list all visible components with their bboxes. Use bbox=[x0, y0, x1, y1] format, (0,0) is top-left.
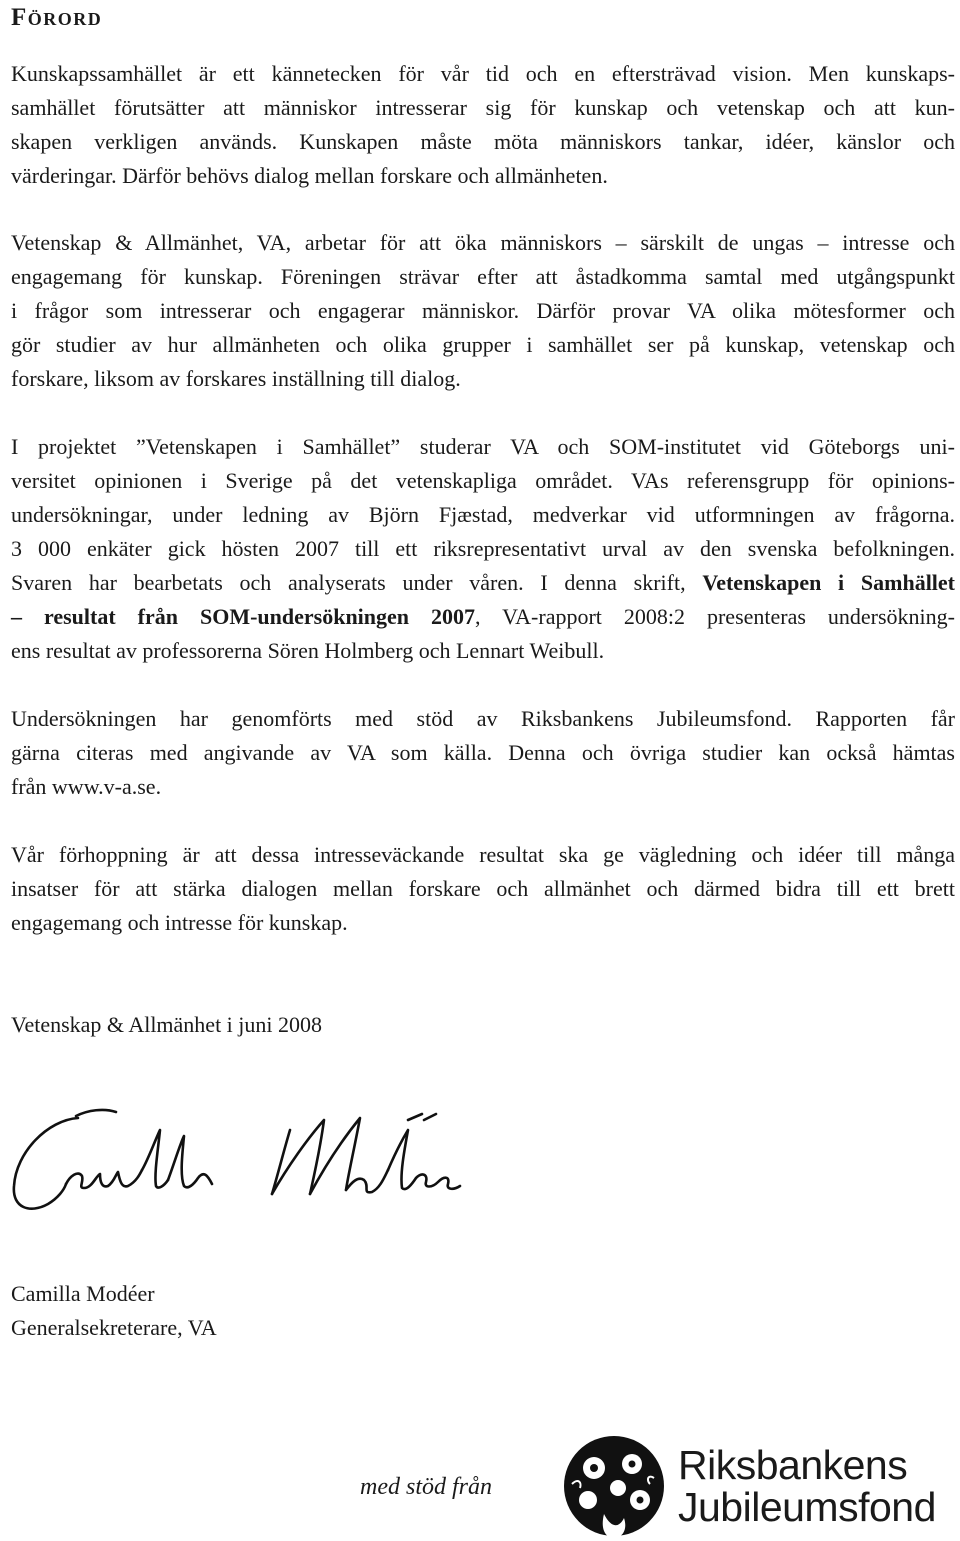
text-line: skapen verkligen används. Kunskapen måste möta människors tankar, idéer, känslor och bbox=[11, 129, 955, 154]
text-line: Vetenskap & Allmänhet, VA, arbetar för att öka människors – särskilt de ungas – intresse och bbox=[11, 230, 955, 255]
paragraph-hope bbox=[11, 838, 955, 940]
text-line: värderingar. Därför behövs dialog mellan forskare och allmänheten. bbox=[11, 163, 608, 188]
text-line: i frågor som intresserar och engagerar människor. Därför provar VA olika mötesformer och bbox=[11, 298, 955, 323]
paragraph-funding bbox=[11, 702, 955, 804]
text-line: insatser för att stärka dialogen mellan forskare och allmänhet och därmed bidra till ett brett bbox=[11, 876, 955, 901]
logo-wordmark-line2: Jubileumsfond bbox=[678, 1484, 936, 1530]
text-run: , VA-rapport 2008:2 presenteras undersökning- bbox=[475, 604, 955, 629]
text-line: gärna citeras med angivande av VA som källa. Denna och övriga studier kan också hämtas bbox=[11, 740, 955, 765]
logo-wordmark-line1: Riksbankens bbox=[678, 1442, 908, 1488]
text-line: engagemang för kunskap. Föreningen strävar efter att åstadkomma samtal med utgångspunkt bbox=[11, 264, 955, 289]
paragraph-organisation bbox=[11, 226, 955, 396]
signer-name: Camilla Modéer bbox=[11, 1281, 155, 1306]
text-line: ens resultat av professorerna Sören Holmberg och Lennart Weibull. bbox=[11, 638, 605, 663]
text-line: I projektet ”Vetenskapen i Samhället” studerar VA och SOM-institutet vid Göteborgs uni- bbox=[11, 434, 955, 459]
text-line: Kunskapssamhället är ett kännetecken för vår tid och en eftersträvad vision. Men kunskaps- bbox=[11, 61, 955, 86]
support-caption: med stöd från bbox=[360, 1474, 492, 1500]
riksbankens-emblem-icon bbox=[558, 1434, 670, 1540]
text-line: 3 000 enkäter gick hösten 2007 till ett riksrepresentativt urval av den svenska befolkningen. bbox=[11, 536, 955, 561]
text-line: Vår förhoppning är att dessa intresseväckande resultat ska ge vägledning och idéer till många bbox=[11, 842, 955, 867]
paragraph-intro bbox=[11, 57, 955, 193]
dateline: Vetenskap & Allmänhet i juni 2008 bbox=[11, 1012, 323, 1037]
text-run: Svaren har bearbetats och analyserats under våren. I denna skrift, bbox=[11, 570, 703, 595]
text-line bbox=[11, 566, 955, 600]
text-line: engagemang och intresse för kunskap. bbox=[11, 910, 348, 935]
handwritten-signature bbox=[8, 1090, 468, 1220]
signer-title: Generalsekreterare, VA bbox=[11, 1315, 217, 1340]
paragraph-project bbox=[11, 430, 955, 668]
text-line: gör studier av hur allmänheten och olika grupper i samhället ser på kunskap, vetenskap och bbox=[11, 332, 955, 357]
text-line: Undersökningen har genomförts med stöd av Riksbankens Jubileumsfond. Rapporten får bbox=[11, 706, 955, 731]
text-line: versitet opinionen i Sverige på det vetenskapliga området. VAs referensgrupp för opinions- bbox=[11, 468, 955, 493]
signer-block bbox=[11, 1277, 217, 1345]
text-line: samhället förutsätter att människor intresserar sig för kunskap och vetenskap och att kun- bbox=[11, 95, 955, 120]
page-heading: Förord bbox=[11, 4, 103, 31]
text-line: från www.v-a.se. bbox=[11, 774, 162, 799]
report-title: Vetenskapen i Samhället bbox=[702, 570, 956, 595]
text-line: undersökningar, under ledning av Björn Fjæstad, medverkar vid utformningen av frågorna. bbox=[11, 502, 955, 527]
report-subtitle: – resultat från SOM-undersökningen 2007 bbox=[11, 604, 476, 629]
signature-text: Camilla Modéer bbox=[8, 1090, 15, 1091]
text-line bbox=[11, 600, 955, 634]
text-line: forskare, liksom av forskares inställning till dialog. bbox=[11, 366, 461, 391]
